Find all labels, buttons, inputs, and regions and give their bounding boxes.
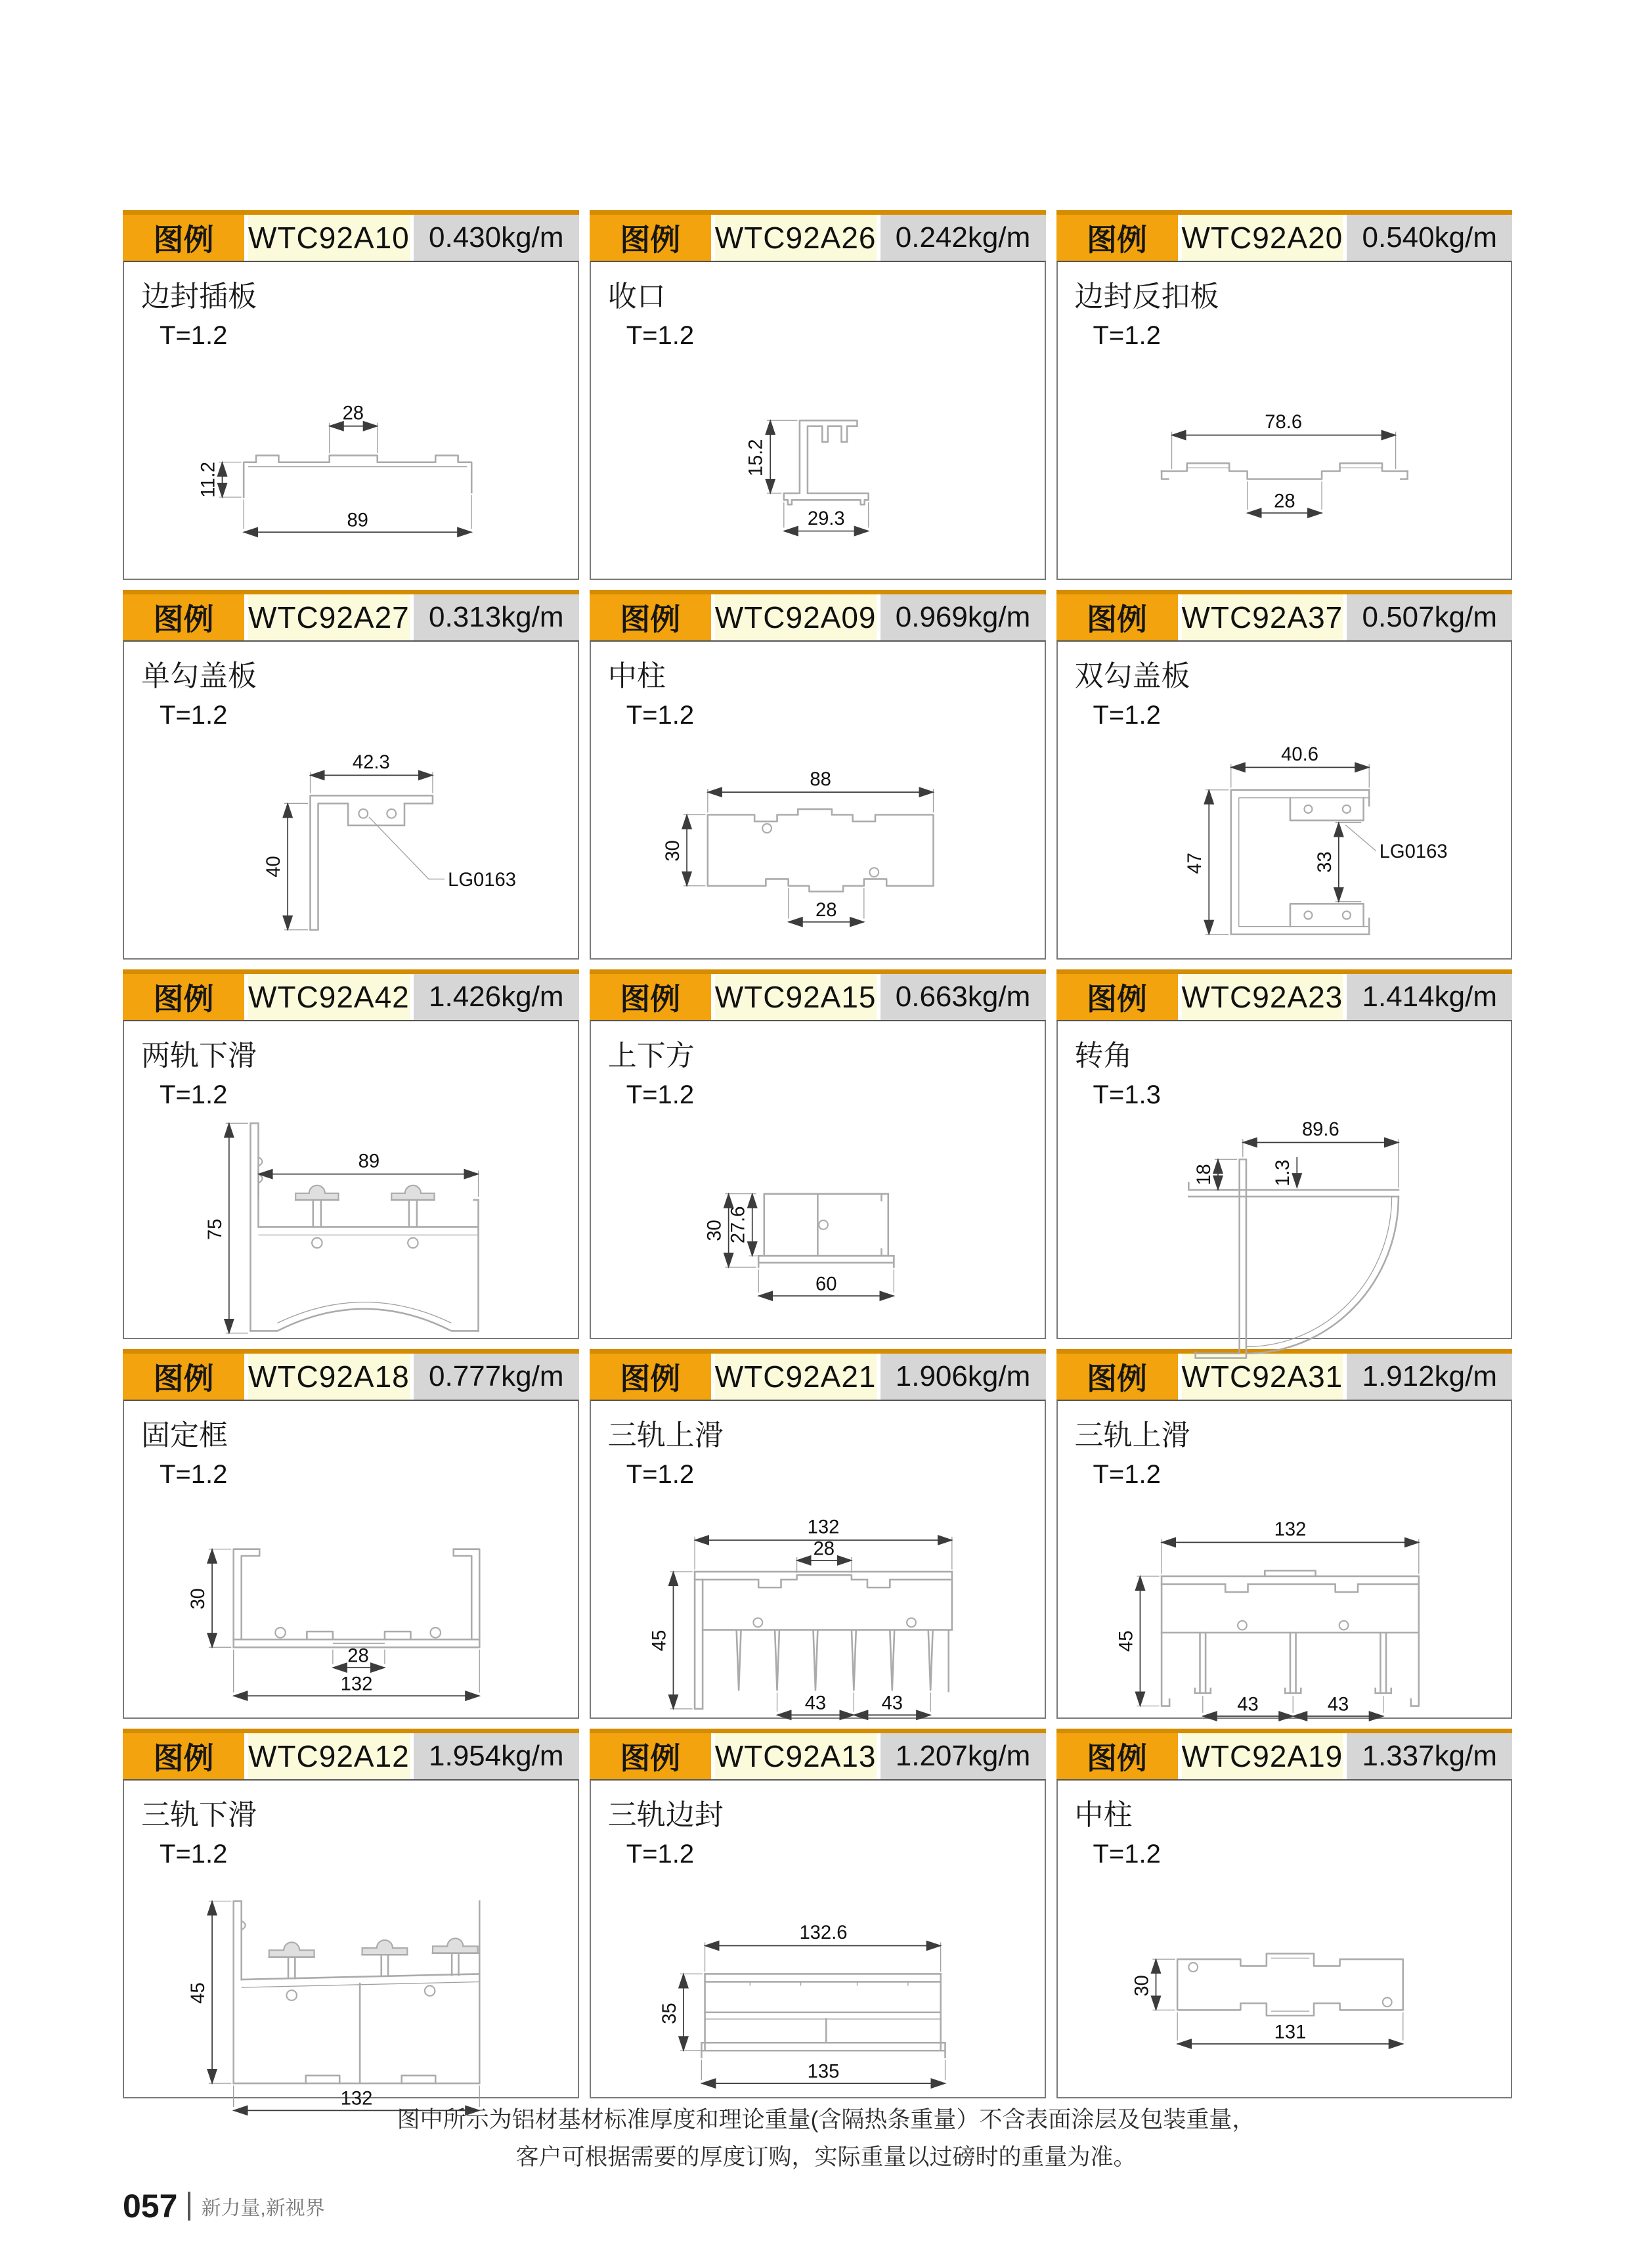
profile-thickness: T=1.2 xyxy=(626,701,695,730)
profile-card xyxy=(590,1349,1046,1719)
profile-name: 三轨上滑 xyxy=(607,1419,724,1451)
page-footer xyxy=(123,2187,325,2225)
dim-label: 30 xyxy=(704,1220,726,1241)
profile-card xyxy=(1056,969,1513,1339)
profile-thickness: T=1.2 xyxy=(1093,321,1161,350)
legend-badge: 图例 xyxy=(1056,594,1178,640)
profile-code: WTC92A20 xyxy=(1182,215,1343,261)
dim-label: 45 xyxy=(188,1982,209,2004)
dim-label: 28 xyxy=(342,403,364,424)
profile-card xyxy=(1056,590,1513,960)
dim-label: 30 xyxy=(1131,1975,1152,1997)
profile-weight: 1.912kg/m xyxy=(1347,1354,1512,1400)
legend-badge: 图例 xyxy=(123,594,244,640)
dim-label: 132 xyxy=(340,2088,373,2110)
profile-drawing xyxy=(591,1468,1045,1716)
dim-label: 89 xyxy=(347,510,368,531)
legend-badge: 图例 xyxy=(123,1354,244,1400)
profile-weight: 0.969kg/m xyxy=(880,594,1046,640)
profile-name: 三轨上滑 xyxy=(1074,1419,1190,1451)
card-header xyxy=(590,969,1046,1020)
profile-card xyxy=(123,590,579,960)
profile-weight: 1.414kg/m xyxy=(1347,974,1512,1020)
dim-label: 45 xyxy=(649,1629,670,1652)
card-header xyxy=(1056,1349,1513,1400)
dim-label: 43 xyxy=(881,1693,903,1714)
profile-drawing xyxy=(591,329,1045,577)
profile-weight: 1.906kg/m xyxy=(880,1354,1046,1400)
dim-label: 132 xyxy=(807,1516,840,1538)
page-number: 057 xyxy=(123,2188,178,2225)
part-label: LG0163 xyxy=(1379,841,1448,862)
profile-code: WTC92A26 xyxy=(715,215,877,261)
dim-label: 89 xyxy=(358,1151,380,1172)
profile-thickness: T=1.2 xyxy=(626,1080,695,1109)
dim-label: 132 xyxy=(1274,1519,1306,1541)
legend-badge: 图例 xyxy=(1056,215,1178,261)
profile-name: 固定框 xyxy=(141,1419,228,1451)
dim-label: 43 xyxy=(804,1693,826,1714)
profile-drawing xyxy=(1058,329,1511,577)
page-tagline: 新力量,新视界 xyxy=(201,2198,325,2219)
dim-label: 43 xyxy=(1236,1694,1259,1716)
profile-card xyxy=(590,590,1046,960)
profile-name: 三轨下滑 xyxy=(141,1799,257,1831)
card-body xyxy=(123,1779,579,2110)
dim-label: 30 xyxy=(662,840,684,862)
dim-label: 28 xyxy=(813,1538,835,1560)
profile-code: WTC92A15 xyxy=(715,974,877,1020)
card-header xyxy=(123,1349,579,1400)
dim-label: 15.2 xyxy=(745,439,767,477)
profile-card xyxy=(590,210,1046,580)
card-header xyxy=(590,590,1046,640)
card-header xyxy=(123,969,579,1020)
profile-name: 上下方 xyxy=(607,1040,695,1072)
profile-thickness: T=1.2 xyxy=(160,1460,228,1489)
profile-name: 单勾盖板 xyxy=(141,660,257,692)
card-header xyxy=(590,1349,1046,1400)
legend-badge: 图例 xyxy=(123,974,244,1020)
profile-code: WTC92A19 xyxy=(1182,1733,1343,1779)
profile-weight: 1.337kg/m xyxy=(1347,1733,1512,1779)
dim-label: 33 xyxy=(1314,851,1336,873)
profile-code: WTC92A37 xyxy=(1182,594,1343,640)
dim-label: 78.6 xyxy=(1264,412,1302,433)
profile-drawing xyxy=(124,1468,578,1716)
profile-name: 边封反扣板 xyxy=(1074,280,1219,313)
profile-drawing xyxy=(124,709,578,957)
profile-thickness: T=1.2 xyxy=(160,1840,228,1869)
footer-note-line2: 客户可根据需要的厚度订购，实际重量以过磅时的重量为准。 xyxy=(515,2144,1137,2170)
profile-card xyxy=(123,969,579,1339)
dim-label: 1.3 xyxy=(1272,1159,1293,1187)
card-header xyxy=(1056,590,1513,640)
card-body xyxy=(590,1020,1046,1339)
profile-thickness: T=1.3 xyxy=(1093,1080,1161,1109)
legend-badge: 图例 xyxy=(590,215,711,261)
profile-drawing xyxy=(591,709,1045,957)
profile-weight: 0.242kg/m xyxy=(880,215,1046,261)
card-body xyxy=(590,1779,1046,2098)
footer-note-line1: 图中所示为铝材基材标准厚度和理论重量(含隔热条重量）不含表面涂层及包装重量， xyxy=(397,2107,1255,2133)
profile-weight: 0.313kg/m xyxy=(414,594,579,640)
legend-badge: 图例 xyxy=(1056,974,1178,1020)
dim-label: 135 xyxy=(807,2061,840,2083)
profile-grid xyxy=(123,210,1512,2110)
card-header xyxy=(1056,969,1513,1020)
card-body xyxy=(1056,1020,1513,1339)
profile-weight: 0.777kg/m xyxy=(414,1354,579,1400)
dim-label: 132.6 xyxy=(799,1922,848,1944)
footer-note xyxy=(0,2102,1652,2176)
profile-drawing xyxy=(124,329,578,577)
profile-code: WTC92A23 xyxy=(1182,974,1343,1020)
profile-code: WTC92A18 xyxy=(248,1354,410,1400)
dim-label: 29.3 xyxy=(807,508,845,530)
profile-card xyxy=(590,1729,1046,2098)
profile-drawing xyxy=(124,1848,578,2110)
legend-badge: 图例 xyxy=(590,1354,711,1400)
profile-drawing xyxy=(591,1088,1045,1337)
card-body xyxy=(123,261,579,580)
profile-code: WTC92A21 xyxy=(715,1354,877,1400)
profile-card xyxy=(1056,1729,1513,2098)
profile-weight: 0.507kg/m xyxy=(1347,594,1512,640)
dim-label: 28 xyxy=(815,900,837,921)
profile-drawing xyxy=(1058,1468,1511,1716)
dim-label: 60 xyxy=(815,1273,837,1295)
profile-thickness: T=1.2 xyxy=(160,701,228,730)
profile-name: 双勾盖板 xyxy=(1074,660,1190,692)
legend-badge: 图例 xyxy=(1056,1354,1178,1400)
profile-name: 转角 xyxy=(1074,1040,1133,1072)
profile-name: 中柱 xyxy=(1074,1799,1133,1831)
dim-label: 35 xyxy=(659,2003,680,2024)
profile-name: 三轨边封 xyxy=(607,1799,724,1831)
legend-badge: 图例 xyxy=(123,215,244,261)
dim-label: 28 xyxy=(1273,491,1295,512)
profile-name: 边封插板 xyxy=(141,280,257,313)
profile-drawing xyxy=(591,1848,1045,2096)
card-header xyxy=(590,1729,1046,1779)
dim-label: 42.3 xyxy=(352,752,390,774)
card-header xyxy=(1056,210,1513,261)
profile-code: WTC92A10 xyxy=(248,215,410,261)
card-header xyxy=(590,210,1046,261)
profile-drawing xyxy=(1058,1088,1511,1337)
card-body xyxy=(123,1400,579,1719)
profile-thickness: T=1.2 xyxy=(160,1080,228,1109)
profile-weight: 1.954kg/m xyxy=(414,1733,579,1779)
legend-badge: 图例 xyxy=(1056,1733,1178,1779)
profile-thickness: T=1.2 xyxy=(626,321,695,350)
legend-badge: 图例 xyxy=(123,1733,244,1779)
profile-card xyxy=(1056,210,1513,580)
card-body xyxy=(590,261,1046,580)
profile-code: WTC92A13 xyxy=(715,1733,877,1779)
profile-code: WTC92A42 xyxy=(248,974,410,1020)
profile-thickness: T=1.2 xyxy=(626,1460,695,1489)
legend-badge: 图例 xyxy=(590,594,711,640)
part-label: LG0163 xyxy=(448,869,517,891)
card-body xyxy=(1056,640,1513,960)
dim-label: 75 xyxy=(204,1218,226,1241)
profile-code: WTC92A27 xyxy=(248,594,410,640)
dim-label: 47 xyxy=(1184,852,1206,874)
profile-weight: 0.663kg/m xyxy=(880,974,1046,1020)
dim-label: 131 xyxy=(1274,2022,1306,2043)
dim-label: 30 xyxy=(188,1588,209,1610)
profile-code: WTC92A31 xyxy=(1182,1354,1343,1400)
dim-label: 11.2 xyxy=(198,462,219,498)
profile-card xyxy=(1056,1349,1513,1719)
card-body xyxy=(123,1020,579,1339)
dim-label: 27.6 xyxy=(728,1206,749,1244)
legend-badge: 图例 xyxy=(590,1733,711,1779)
profile-code: WTC92A12 xyxy=(248,1733,410,1779)
legend-badge: 图例 xyxy=(590,974,711,1020)
card-body xyxy=(123,640,579,960)
dim-label: 132 xyxy=(340,1673,373,1695)
dim-label: 40.6 xyxy=(1280,744,1318,766)
profile-name: 收口 xyxy=(607,280,666,313)
profile-thickness: T=1.2 xyxy=(160,321,228,350)
profile-weight: 1.207kg/m xyxy=(880,1733,1046,1779)
card-body xyxy=(1056,261,1513,580)
card-header xyxy=(123,590,579,640)
profile-thickness: T=1.2 xyxy=(1093,1840,1161,1869)
profile-code: WTC92A09 xyxy=(715,594,877,640)
profile-weight: 0.430kg/m xyxy=(414,215,579,261)
card-header xyxy=(1056,1729,1513,1779)
profile-name: 两轨下滑 xyxy=(141,1040,257,1072)
dim-label: 45 xyxy=(1115,1630,1137,1652)
card-body xyxy=(1056,1779,1513,2098)
profile-card xyxy=(123,1729,579,2110)
profile-weight: 1.426kg/m xyxy=(414,974,579,1020)
profile-card xyxy=(123,1349,579,1719)
card-body xyxy=(590,1400,1046,1719)
dim-label: 18 xyxy=(1193,1164,1215,1185)
profile-thickness: T=1.2 xyxy=(626,1840,695,1869)
profile-drawing xyxy=(1058,709,1511,957)
profile-drawing xyxy=(1058,1848,1511,2096)
card-header xyxy=(123,210,579,261)
profile-card xyxy=(590,969,1046,1339)
profile-thickness: T=1.2 xyxy=(1093,701,1161,730)
card-body xyxy=(590,640,1046,960)
card-header xyxy=(123,1729,579,1779)
dim-label: 88 xyxy=(810,768,831,790)
footer-divider xyxy=(188,2192,190,2221)
profile-name: 中柱 xyxy=(607,660,666,692)
dim-label: 89.6 xyxy=(1301,1119,1339,1141)
profile-card xyxy=(123,210,579,580)
profile-weight: 0.540kg/m xyxy=(1347,215,1512,261)
dim-label: 40 xyxy=(263,856,285,877)
profile-thickness: T=1.2 xyxy=(1093,1460,1161,1489)
profile-drawing xyxy=(124,1088,578,1337)
dim-label: 28 xyxy=(347,1645,369,1667)
dim-label: 43 xyxy=(1327,1694,1349,1716)
card-body xyxy=(1056,1400,1513,1719)
